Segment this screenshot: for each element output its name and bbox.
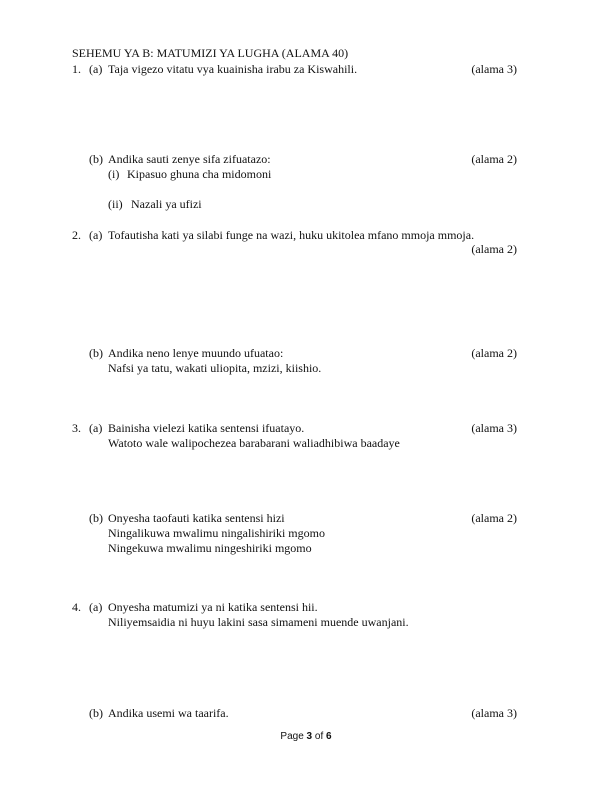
question-4-number: 4. xyxy=(72,600,81,614)
question-4b-marks: (alama 3) xyxy=(471,706,517,720)
question-3a-sentence: Watoto wale walipochezea barabarani waliadhibiwa baadaye xyxy=(108,436,400,450)
question-4a-text: Onyesha matumizi ya ni katika sentensi hii. xyxy=(108,600,318,614)
question-2b-marks: (alama 2) xyxy=(471,346,517,360)
question-3a-text: Bainisha vielezi katika sentensi ifuatayo. xyxy=(108,421,305,435)
question-1-number: 1. xyxy=(72,62,81,76)
page-footer xyxy=(0,731,612,742)
question-1a-marks: (alama 3) xyxy=(471,62,517,76)
question-1b-text: Andika sauti zenye sifa zifuatazo: xyxy=(108,152,271,166)
question-1b-ii-label: (ii) xyxy=(108,197,123,211)
question-3a-label: (a) xyxy=(89,421,103,435)
question-1b-label: (b) xyxy=(89,152,103,166)
question-1b-i-text: Kipasuo ghuna cha midomoni xyxy=(127,167,272,181)
question-2a-label: (a) xyxy=(89,228,103,242)
question-3-number: 3. xyxy=(72,421,81,435)
question-3b-marks: (alama 2) xyxy=(471,511,517,525)
question-4a-sentence: Niliyemsaidia ni huyu lakini sasa simameni muende uwanjani. xyxy=(108,615,409,629)
question-1b-ii-text: Nazali ya ufizi xyxy=(131,197,202,211)
question-2-number: 2. xyxy=(72,228,81,242)
question-2b-text: Andika neno lenye muundo ufuatao: xyxy=(108,346,284,360)
question-3b-label: (b) xyxy=(89,511,103,525)
question-4a-label: (a) xyxy=(89,600,103,614)
question-1b-i-label: (i) xyxy=(108,167,120,181)
question-1a-label: (a) xyxy=(89,62,103,76)
question-3b-text: Onyesha taofauti katika sentensi hizi xyxy=(108,511,285,525)
section-title: SEHEMU YA B: MATUMIZI YA LUGHA (ALAMA 40) xyxy=(72,46,349,60)
question-2b-detail: Nafsi ya tatu, wakati uliopita, mzizi, kiishio. xyxy=(108,361,322,375)
question-2a-text: Tofautisha kati ya silabi funge na wazi, huku ukitolea mfano mmoja mmoja. xyxy=(108,228,475,242)
question-1b-marks: (alama 2) xyxy=(471,152,517,166)
question-4b-label: (b) xyxy=(89,706,103,720)
page-current: 3 xyxy=(306,731,313,742)
page-of: of xyxy=(314,731,324,742)
page-total: 6 xyxy=(326,731,332,742)
page-label: Page xyxy=(280,731,304,742)
question-4b-text: Andika usemi wa taarifa. xyxy=(108,706,229,720)
question-3b-sentence-1: Ningalikuwa mwalimu ningalishiriki mgomo xyxy=(108,526,325,540)
question-3b-sentence-2: Ningekuwa mwalimu ningeshiriki mgomo xyxy=(108,541,312,555)
question-2a-marks: (alama 2) xyxy=(471,242,517,256)
question-2b-label: (b) xyxy=(89,346,103,360)
question-3a-marks: (alama 3) xyxy=(471,421,517,435)
question-1a-text: Taja vigezo vitatu vya kuainisha irabu za Kiswahili. xyxy=(108,62,358,76)
